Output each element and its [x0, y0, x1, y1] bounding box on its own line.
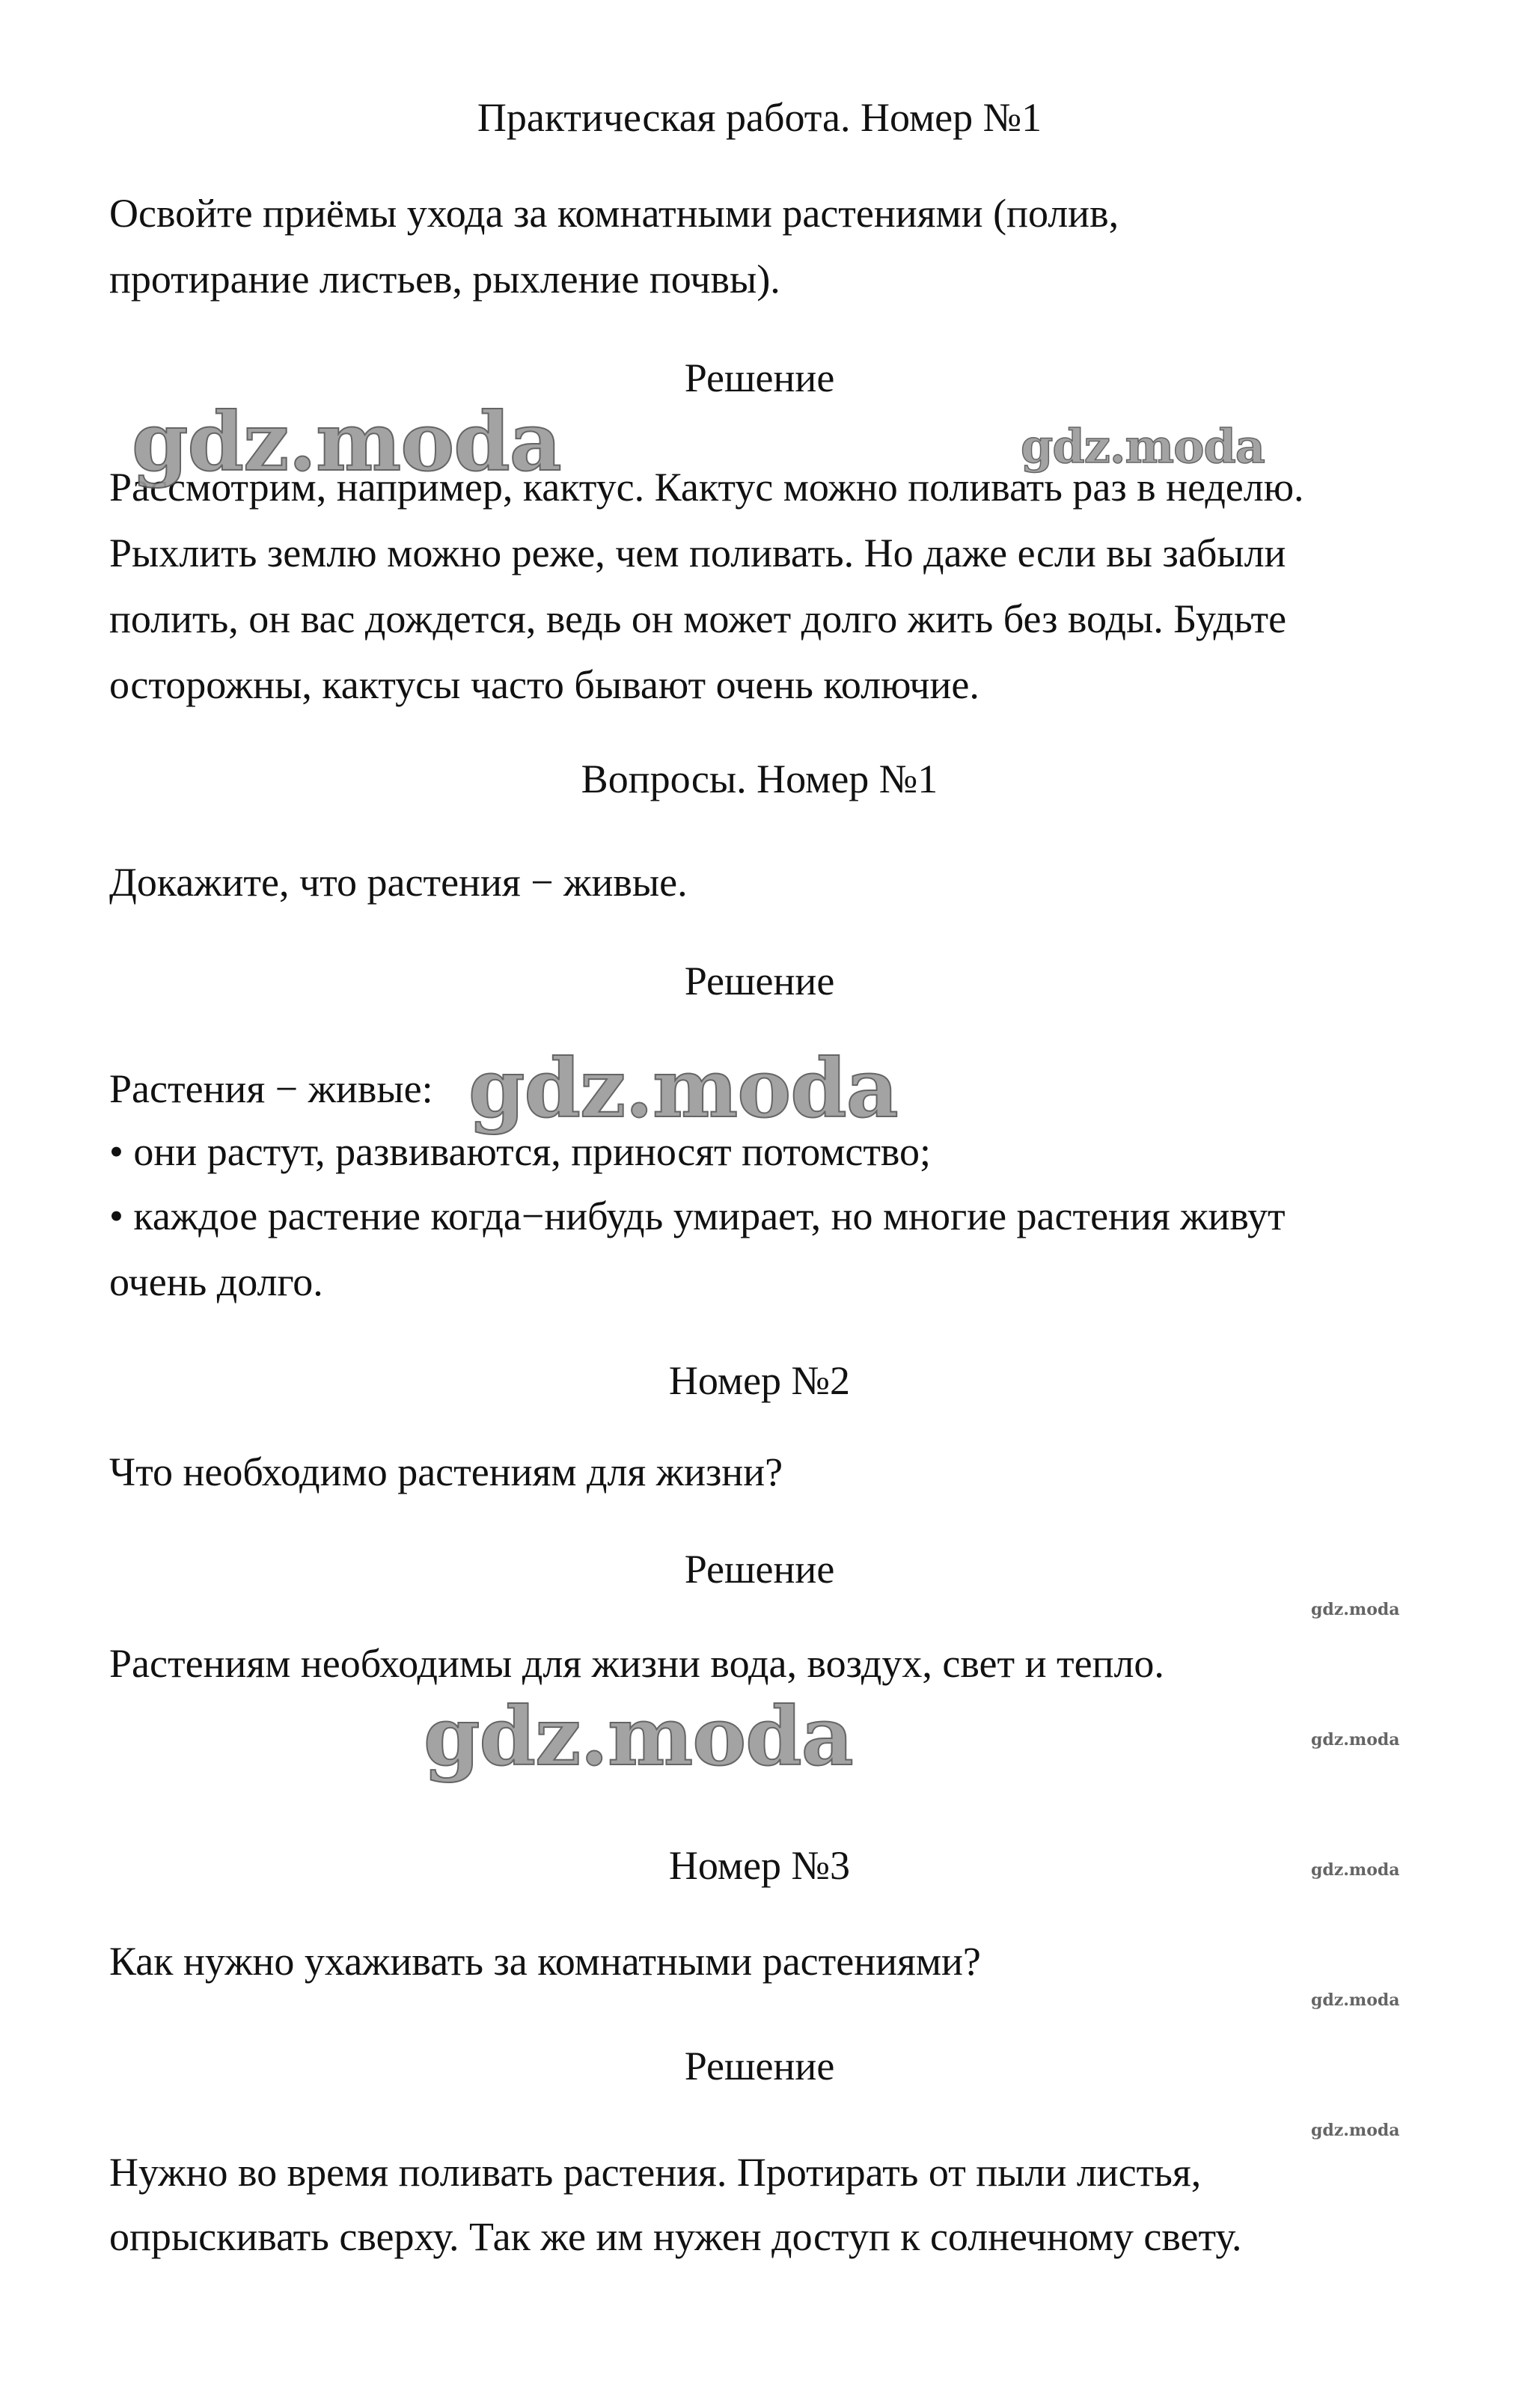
section-title: Вопросы. Номер №1: [581, 757, 938, 801]
solution-bullet-item: • каждое растение когда−нибудь умирает, но многие растения живут: [109, 1194, 1286, 1238]
task-text: Что необходимо растениям для жизни?: [109, 1449, 783, 1494]
watermark-logo: gdz.moda: [424, 1690, 853, 1784]
watermark-logo: gdz.moda: [1311, 1600, 1400, 1619]
watermark-logo: gdz.moda: [1311, 1730, 1400, 1750]
solution-label: Решение: [684, 355, 835, 400]
solution-label: Решение: [684, 959, 835, 1003]
section-title: Номер №2: [668, 1358, 851, 1403]
solution-text-line: Растения − живые:: [109, 1066, 433, 1111]
task-text-line: протирание листьев, рыхление почвы).: [109, 257, 780, 302]
watermark-logo: gdz.moda: [132, 395, 561, 489]
watermark-logo: gdz.moda: [1021, 419, 1265, 474]
watermark-logo: gdz.moda: [1311, 1990, 1400, 2010]
solution-text-line: полить, он вас дождется, ведь он может долго жить без воды. Будьте: [109, 596, 1287, 641]
solution-text-line: очень долго.: [109, 1259, 323, 1304]
solution-label: Решение: [684, 2044, 835, 2088]
section-title: Практическая работа. Номер №1: [477, 95, 1042, 140]
watermark-logo: gdz.moda: [468, 1042, 898, 1136]
section-title: Номер №3: [668, 1843, 851, 1888]
watermark-logo: gdz.moda: [1311, 1860, 1400, 1880]
solution-text-line: Рассмотрим, например, кактус. Кактус можно поливать раз в неделю.: [109, 465, 1304, 510]
solution-text-line: осторожны, кактусы часто бывают очень колючие.: [109, 662, 979, 707]
solution-text-line: опрыскивать сверху. Так же им нужен доступ к солнечному свету.: [109, 2214, 1242, 2259]
solution-text: Растениям необходимы для жизни вода, воздух, свет и тепло.: [109, 1641, 1164, 1686]
solution-text-line: Рыхлить землю можно реже, чем поливать. Но даже если вы забыли: [109, 531, 1286, 575]
solution-label: Решение: [684, 1547, 835, 1592]
solution-text-line: Нужно во время поливать растения. Протирать от пыли листья,: [109, 2150, 1202, 2195]
task-text: Как нужно ухаживать за комнатными растениями?: [109, 1939, 981, 1984]
task-text: Докажите, что растения − живые.: [109, 860, 688, 905]
watermark-logo: gdz.moda: [1311, 2121, 1400, 2140]
solution-bullet-item: • они растут, развиваются, приносят потомство;: [109, 1129, 932, 1174]
task-text-line: Освойте приёмы ухода за комнатными растениями (полив,: [109, 191, 1119, 236]
